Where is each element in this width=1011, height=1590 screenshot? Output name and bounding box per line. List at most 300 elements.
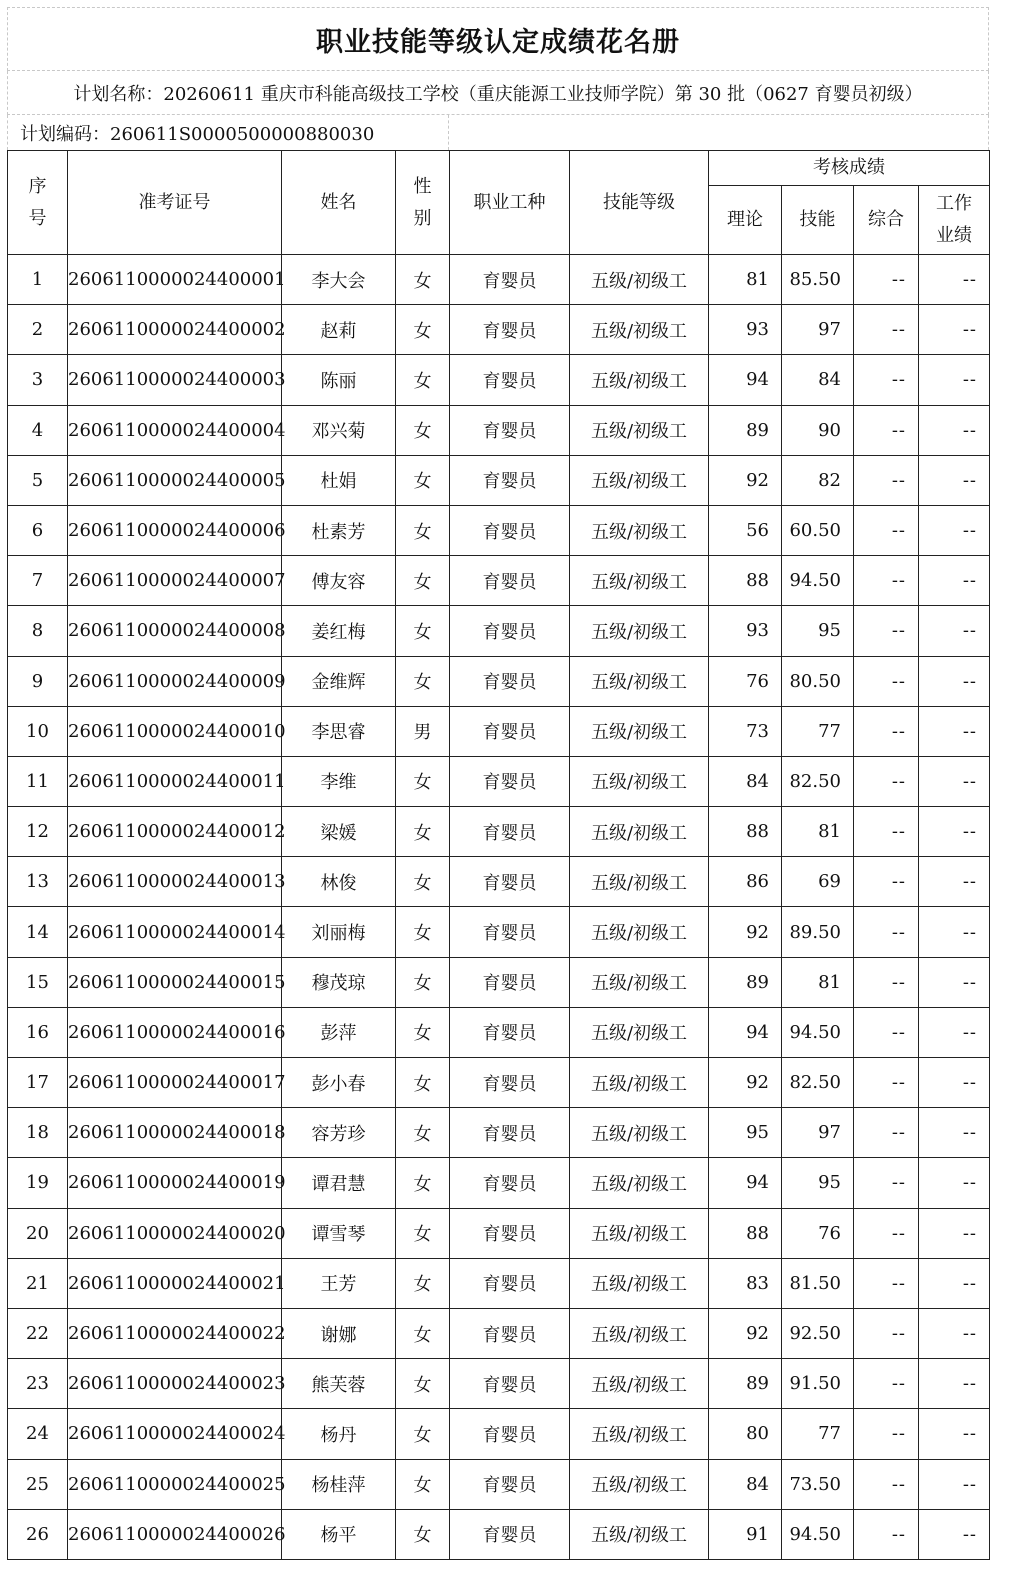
- plan-name: 计划名称：20260611 重庆市科能高级技工学校（重庆能源工业技师学院）第 30 批（0627 育婴员初级）: [7, 71, 989, 115]
- cell-gender: 女: [396, 1359, 450, 1409]
- header-skill: 技能: [782, 186, 854, 255]
- cell-comprehensive: --: [854, 1058, 919, 1108]
- cell-level: 五级/初级工: [570, 1409, 709, 1459]
- cell-gender: 女: [396, 807, 450, 857]
- cell-job: 育婴员: [450, 807, 570, 857]
- header-comprehensive: 综合: [854, 186, 919, 255]
- cell-work: --: [919, 405, 990, 455]
- page-title: 职业技能等级认定成绩花名册: [7, 7, 989, 71]
- cell-skill: 94.50: [782, 1007, 854, 1057]
- header-ticket: 准考证号: [68, 151, 282, 255]
- cell-ticket: 2606110000024400011: [68, 756, 282, 806]
- table-row: [8, 1359, 990, 1409]
- cell-comprehensive: --: [854, 1108, 919, 1158]
- cell-ticket: 2606110000024400022: [68, 1308, 282, 1358]
- cell-gender: 女: [396, 355, 450, 405]
- cell-work: --: [919, 1258, 990, 1308]
- table-row: [8, 1308, 990, 1358]
- header-seq: 序号: [8, 151, 68, 255]
- cell-level: 五级/初级工: [570, 305, 709, 355]
- cell-seq: 6: [8, 505, 68, 555]
- cell-comprehensive: --: [854, 1007, 919, 1057]
- cell-name: 容芳珍: [282, 1108, 396, 1158]
- cell-comprehensive: --: [854, 957, 919, 1007]
- table-row: [8, 455, 990, 505]
- cell-theory: 94: [709, 1007, 782, 1057]
- cell-seq: 9: [8, 656, 68, 706]
- cell-ticket: 2606110000024400009: [68, 656, 282, 706]
- cell-name: 李大会: [282, 255, 396, 305]
- cell-skill: 77: [782, 1409, 854, 1459]
- cell-name: 谢娜: [282, 1308, 396, 1358]
- header-level: 技能等级: [570, 151, 709, 255]
- cell-skill: 97: [782, 1108, 854, 1158]
- cell-theory: 84: [709, 756, 782, 806]
- cell-work: --: [919, 907, 990, 957]
- cell-ticket: 2606110000024400008: [68, 606, 282, 656]
- cell-theory: 92: [709, 907, 782, 957]
- cell-name: 穆茂琼: [282, 957, 396, 1007]
- cell-theory: 91: [709, 1509, 782, 1559]
- cell-ticket: 2606110000024400017: [68, 1058, 282, 1108]
- cell-ticket: 2606110000024400026: [68, 1509, 282, 1559]
- cell-gender: 男: [396, 706, 450, 756]
- cell-name: 金维辉: [282, 656, 396, 706]
- cell-seq: 1: [8, 255, 68, 305]
- cell-level: 五级/初级工: [570, 455, 709, 505]
- cell-name: 谭君慧: [282, 1158, 396, 1208]
- cell-level: 五级/初级工: [570, 1058, 709, 1108]
- cell-level: 五级/初级工: [570, 807, 709, 857]
- cell-gender: 女: [396, 656, 450, 706]
- cell-name: 熊芙蓉: [282, 1359, 396, 1409]
- cell-job: 育婴员: [450, 756, 570, 806]
- table-row: [8, 1258, 990, 1308]
- cell-comprehensive: --: [854, 355, 919, 405]
- cell-work: --: [919, 656, 990, 706]
- cell-seq: 3: [8, 355, 68, 405]
- table-row: [8, 1007, 990, 1057]
- cell-theory: 93: [709, 606, 782, 656]
- cell-work: --: [919, 1409, 990, 1459]
- cell-job: 育婴员: [450, 606, 570, 656]
- cell-job: 育婴员: [450, 505, 570, 555]
- table-row: [8, 305, 990, 355]
- cell-ticket: 2606110000024400016: [68, 1007, 282, 1057]
- cell-level: 五级/初级工: [570, 857, 709, 907]
- cell-work: --: [919, 305, 990, 355]
- table-row: [8, 355, 990, 405]
- cell-name: 陈丽: [282, 355, 396, 405]
- cell-job: 育婴员: [450, 706, 570, 756]
- header-name: 姓名: [282, 151, 396, 255]
- cell-job: 育婴员: [450, 656, 570, 706]
- cell-level: 五级/初级工: [570, 1459, 709, 1509]
- cell-level: 五级/初级工: [570, 907, 709, 957]
- cell-gender: 女: [396, 957, 450, 1007]
- table-row: [8, 1158, 990, 1208]
- table-row: [8, 1108, 990, 1158]
- cell-skill: 97: [782, 305, 854, 355]
- cell-theory: 92: [709, 1308, 782, 1358]
- cell-job: 育婴员: [450, 1459, 570, 1509]
- table-row: [8, 606, 990, 656]
- cell-name: 杜素芳: [282, 505, 396, 555]
- cell-skill: 89.50: [782, 907, 854, 957]
- cell-ticket: 2606110000024400015: [68, 957, 282, 1007]
- cell-seq: 10: [8, 706, 68, 756]
- cell-job: 育婴员: [450, 1308, 570, 1358]
- cell-seq: 5: [8, 455, 68, 505]
- cell-seq: 16: [8, 1007, 68, 1057]
- cell-ticket: 2606110000024400014: [68, 907, 282, 957]
- table-row: [8, 1459, 990, 1509]
- cell-seq: 8: [8, 606, 68, 656]
- cell-level: 五级/初级工: [570, 1258, 709, 1308]
- cell-level: 五级/初级工: [570, 756, 709, 806]
- cell-theory: 94: [709, 355, 782, 405]
- cell-gender: 女: [396, 1459, 450, 1509]
- cell-job: 育婴员: [450, 1058, 570, 1108]
- cell-name: 赵莉: [282, 305, 396, 355]
- table-row: [8, 706, 990, 756]
- header-work: 工作业绩: [919, 186, 990, 255]
- cell-work: --: [919, 556, 990, 606]
- cell-gender: 女: [396, 305, 450, 355]
- cell-gender: 女: [396, 455, 450, 505]
- cell-name: 梁媛: [282, 807, 396, 857]
- cell-seq: 2: [8, 305, 68, 355]
- table-body: [8, 255, 990, 1560]
- cell-comprehensive: --: [854, 1509, 919, 1559]
- table-row: [8, 255, 990, 305]
- cell-name: 谭雪琴: [282, 1208, 396, 1258]
- cell-job: 育婴员: [450, 305, 570, 355]
- cell-work: --: [919, 1108, 990, 1158]
- cell-theory: 73: [709, 706, 782, 756]
- cell-comprehensive: --: [854, 907, 919, 957]
- cell-comprehensive: --: [854, 1258, 919, 1308]
- cell-work: --: [919, 957, 990, 1007]
- cell-skill: 80.50: [782, 656, 854, 706]
- cell-comprehensive: --: [854, 756, 919, 806]
- cell-skill: 76: [782, 1208, 854, 1258]
- cell-comprehensive: --: [854, 606, 919, 656]
- cell-skill: 84: [782, 355, 854, 405]
- cell-gender: 女: [396, 1208, 450, 1258]
- cell-gender: 女: [396, 606, 450, 656]
- cell-seq: 13: [8, 857, 68, 907]
- cell-work: --: [919, 1208, 990, 1258]
- cell-skill: 81.50: [782, 1258, 854, 1308]
- cell-level: 五级/初级工: [570, 505, 709, 555]
- cell-work: --: [919, 505, 990, 555]
- cell-gender: 女: [396, 1158, 450, 1208]
- cell-comprehensive: --: [854, 1459, 919, 1509]
- cell-work: --: [919, 706, 990, 756]
- cell-job: 育婴员: [450, 1258, 570, 1308]
- cell-seq: 24: [8, 1409, 68, 1459]
- cell-theory: 56: [709, 505, 782, 555]
- cell-theory: 88: [709, 556, 782, 606]
- cell-theory: 93: [709, 305, 782, 355]
- cell-ticket: 2606110000024400021: [68, 1258, 282, 1308]
- cell-gender: 女: [396, 1409, 450, 1459]
- cell-job: 育婴员: [450, 1108, 570, 1158]
- table-row: [8, 756, 990, 806]
- cell-skill: 91.50: [782, 1359, 854, 1409]
- cell-skill: 95: [782, 1158, 854, 1208]
- cell-theory: 88: [709, 1208, 782, 1258]
- cell-work: --: [919, 255, 990, 305]
- cell-level: 五级/初级工: [570, 405, 709, 455]
- cell-work: --: [919, 1058, 990, 1108]
- table-row: [8, 505, 990, 555]
- cell-name: 杨桂萍: [282, 1459, 396, 1509]
- cell-theory: 92: [709, 455, 782, 505]
- cell-seq: 22: [8, 1308, 68, 1358]
- cell-ticket: 2606110000024400013: [68, 857, 282, 907]
- plan-code-row: [7, 115, 989, 150]
- cell-seq: 20: [8, 1208, 68, 1258]
- cell-comprehensive: --: [854, 556, 919, 606]
- cell-skill: 94.50: [782, 1509, 854, 1559]
- cell-seq: 18: [8, 1108, 68, 1158]
- cell-name: 杨平: [282, 1509, 396, 1559]
- cell-comprehensive: --: [854, 455, 919, 505]
- cell-theory: 95: [709, 1108, 782, 1158]
- cell-seq: 4: [8, 405, 68, 455]
- score-table: [7, 150, 990, 1560]
- cell-name: 彭小春: [282, 1058, 396, 1108]
- cell-ticket: 2606110000024400012: [68, 807, 282, 857]
- cell-comprehensive: --: [854, 656, 919, 706]
- cell-ticket: 2606110000024400018: [68, 1108, 282, 1158]
- cell-level: 五级/初级工: [570, 1158, 709, 1208]
- cell-seq: 7: [8, 556, 68, 606]
- cell-level: 五级/初级工: [570, 1359, 709, 1409]
- cell-seq: 26: [8, 1509, 68, 1559]
- cell-skill: 82.50: [782, 1058, 854, 1108]
- cell-job: 育婴员: [450, 857, 570, 907]
- cell-gender: 女: [396, 1007, 450, 1057]
- table-row: [8, 957, 990, 1007]
- cell-ticket: 2606110000024400005: [68, 455, 282, 505]
- cell-gender: 女: [396, 1258, 450, 1308]
- cell-theory: 81: [709, 255, 782, 305]
- cell-work: --: [919, 1509, 990, 1559]
- cell-level: 五级/初级工: [570, 656, 709, 706]
- cell-skill: 92.50: [782, 1308, 854, 1358]
- cell-job: 育婴员: [450, 1359, 570, 1409]
- cell-ticket: 2606110000024400023: [68, 1359, 282, 1409]
- cell-theory: 89: [709, 405, 782, 455]
- cell-gender: 女: [396, 756, 450, 806]
- cell-comprehensive: --: [854, 1359, 919, 1409]
- cell-work: --: [919, 756, 990, 806]
- plan-code: 计划编码：260611S0000500000880030: [8, 115, 449, 150]
- table-row: [8, 907, 990, 957]
- cell-level: 五级/初级工: [570, 606, 709, 656]
- table-row: [8, 1058, 990, 1108]
- cell-ticket: 2606110000024400006: [68, 505, 282, 555]
- cell-ticket: 2606110000024400003: [68, 355, 282, 405]
- cell-comprehensive: --: [854, 807, 919, 857]
- cell-ticket: 2606110000024400024: [68, 1409, 282, 1459]
- cell-gender: 女: [396, 405, 450, 455]
- cell-theory: 84: [709, 1459, 782, 1509]
- cell-seq: 12: [8, 807, 68, 857]
- cell-skill: 90: [782, 405, 854, 455]
- cell-name: 李思睿: [282, 706, 396, 756]
- cell-job: 育婴员: [450, 907, 570, 957]
- cell-work: --: [919, 1308, 990, 1358]
- table-row: [8, 1509, 990, 1559]
- cell-skill: 77: [782, 706, 854, 756]
- cell-name: 王芳: [282, 1258, 396, 1308]
- cell-ticket: 2606110000024400019: [68, 1158, 282, 1208]
- cell-gender: 女: [396, 505, 450, 555]
- cell-name: 邓兴菊: [282, 405, 396, 455]
- cell-work: --: [919, 606, 990, 656]
- cell-theory: 88: [709, 807, 782, 857]
- cell-skill: 94.50: [782, 556, 854, 606]
- cell-gender: 女: [396, 1058, 450, 1108]
- cell-name: 姜红梅: [282, 606, 396, 656]
- cell-comprehensive: --: [854, 505, 919, 555]
- cell-job: 育婴员: [450, 255, 570, 305]
- roster-sheet: [7, 7, 989, 1560]
- cell-gender: 女: [396, 1509, 450, 1559]
- cell-skill: 60.50: [782, 505, 854, 555]
- cell-seq: 17: [8, 1058, 68, 1108]
- cell-work: --: [919, 857, 990, 907]
- cell-seq: 14: [8, 907, 68, 957]
- cell-name: 傅友容: [282, 556, 396, 606]
- cell-seq: 11: [8, 756, 68, 806]
- cell-level: 五级/初级工: [570, 1108, 709, 1158]
- cell-comprehensive: --: [854, 1208, 919, 1258]
- cell-work: --: [919, 455, 990, 505]
- table-row: [8, 1208, 990, 1258]
- cell-seq: 15: [8, 957, 68, 1007]
- cell-skill: 73.50: [782, 1459, 854, 1509]
- cell-job: 育婴员: [450, 1509, 570, 1559]
- header-gender: 性别: [396, 151, 450, 255]
- table-row: [8, 556, 990, 606]
- cell-job: 育婴员: [450, 957, 570, 1007]
- cell-theory: 76: [709, 656, 782, 706]
- cell-level: 五级/初级工: [570, 355, 709, 405]
- cell-theory: 92: [709, 1058, 782, 1108]
- cell-level: 五级/初级工: [570, 255, 709, 305]
- cell-name: 李维: [282, 756, 396, 806]
- cell-work: --: [919, 1459, 990, 1509]
- cell-seq: 23: [8, 1359, 68, 1409]
- cell-work: --: [919, 1359, 990, 1409]
- cell-comprehensive: --: [854, 1308, 919, 1358]
- cell-job: 育婴员: [450, 1158, 570, 1208]
- cell-name: 刘丽梅: [282, 907, 396, 957]
- cell-job: 育婴员: [450, 1409, 570, 1459]
- table-row: [8, 807, 990, 857]
- cell-gender: 女: [396, 556, 450, 606]
- cell-comprehensive: --: [854, 857, 919, 907]
- cell-ticket: 2606110000024400025: [68, 1459, 282, 1509]
- cell-gender: 女: [396, 255, 450, 305]
- cell-level: 五级/初级工: [570, 957, 709, 1007]
- cell-job: 育婴员: [450, 1208, 570, 1258]
- cell-work: --: [919, 355, 990, 405]
- cell-skill: 82.50: [782, 756, 854, 806]
- cell-ticket: 2606110000024400001: [68, 255, 282, 305]
- cell-name: 杜娟: [282, 455, 396, 505]
- cell-ticket: 2606110000024400002: [68, 305, 282, 355]
- cell-work: --: [919, 1007, 990, 1057]
- cell-skill: 81: [782, 807, 854, 857]
- cell-theory: 89: [709, 957, 782, 1007]
- cell-ticket: 2606110000024400007: [68, 556, 282, 606]
- table-row: [8, 857, 990, 907]
- cell-skill: 81: [782, 957, 854, 1007]
- cell-level: 五级/初级工: [570, 706, 709, 756]
- table-row: [8, 1409, 990, 1459]
- cell-job: 育婴员: [450, 455, 570, 505]
- cell-seq: 19: [8, 1158, 68, 1208]
- cell-level: 五级/初级工: [570, 1208, 709, 1258]
- table-row: [8, 656, 990, 706]
- cell-level: 五级/初级工: [570, 1007, 709, 1057]
- cell-name: 彭萍: [282, 1007, 396, 1057]
- cell-work: --: [919, 807, 990, 857]
- table-row: [8, 405, 990, 455]
- cell-level: 五级/初级工: [570, 1308, 709, 1358]
- cell-job: 育婴员: [450, 355, 570, 405]
- cell-level: 五级/初级工: [570, 556, 709, 606]
- cell-level: 五级/初级工: [570, 1509, 709, 1559]
- cell-gender: 女: [396, 857, 450, 907]
- cell-theory: 86: [709, 857, 782, 907]
- cell-job: 育婴员: [450, 556, 570, 606]
- cell-gender: 女: [396, 1108, 450, 1158]
- cell-ticket: 2606110000024400020: [68, 1208, 282, 1258]
- cell-seq: 21: [8, 1258, 68, 1308]
- cell-theory: 89: [709, 1359, 782, 1409]
- cell-name: 杨丹: [282, 1409, 396, 1459]
- cell-theory: 83: [709, 1258, 782, 1308]
- cell-theory: 80: [709, 1409, 782, 1459]
- cell-ticket: 2606110000024400010: [68, 706, 282, 756]
- cell-name: 林俊: [282, 857, 396, 907]
- cell-skill: 95: [782, 606, 854, 656]
- cell-comprehensive: --: [854, 706, 919, 756]
- cell-job: 育婴员: [450, 405, 570, 455]
- cell-skill: 85.50: [782, 255, 854, 305]
- cell-job: 育婴员: [450, 1007, 570, 1057]
- header-job: 职业工种: [450, 151, 570, 255]
- cell-seq: 25: [8, 1459, 68, 1509]
- cell-comprehensive: --: [854, 405, 919, 455]
- cell-gender: 女: [396, 1308, 450, 1358]
- cell-comprehensive: --: [854, 1158, 919, 1208]
- cell-ticket: 2606110000024400004: [68, 405, 282, 455]
- cell-comprehensive: --: [854, 1409, 919, 1459]
- header-scores: 考核成绩: [709, 151, 990, 186]
- cell-work: --: [919, 1158, 990, 1208]
- cell-theory: 94: [709, 1158, 782, 1208]
- cell-comprehensive: --: [854, 305, 919, 355]
- cell-skill: 82: [782, 455, 854, 505]
